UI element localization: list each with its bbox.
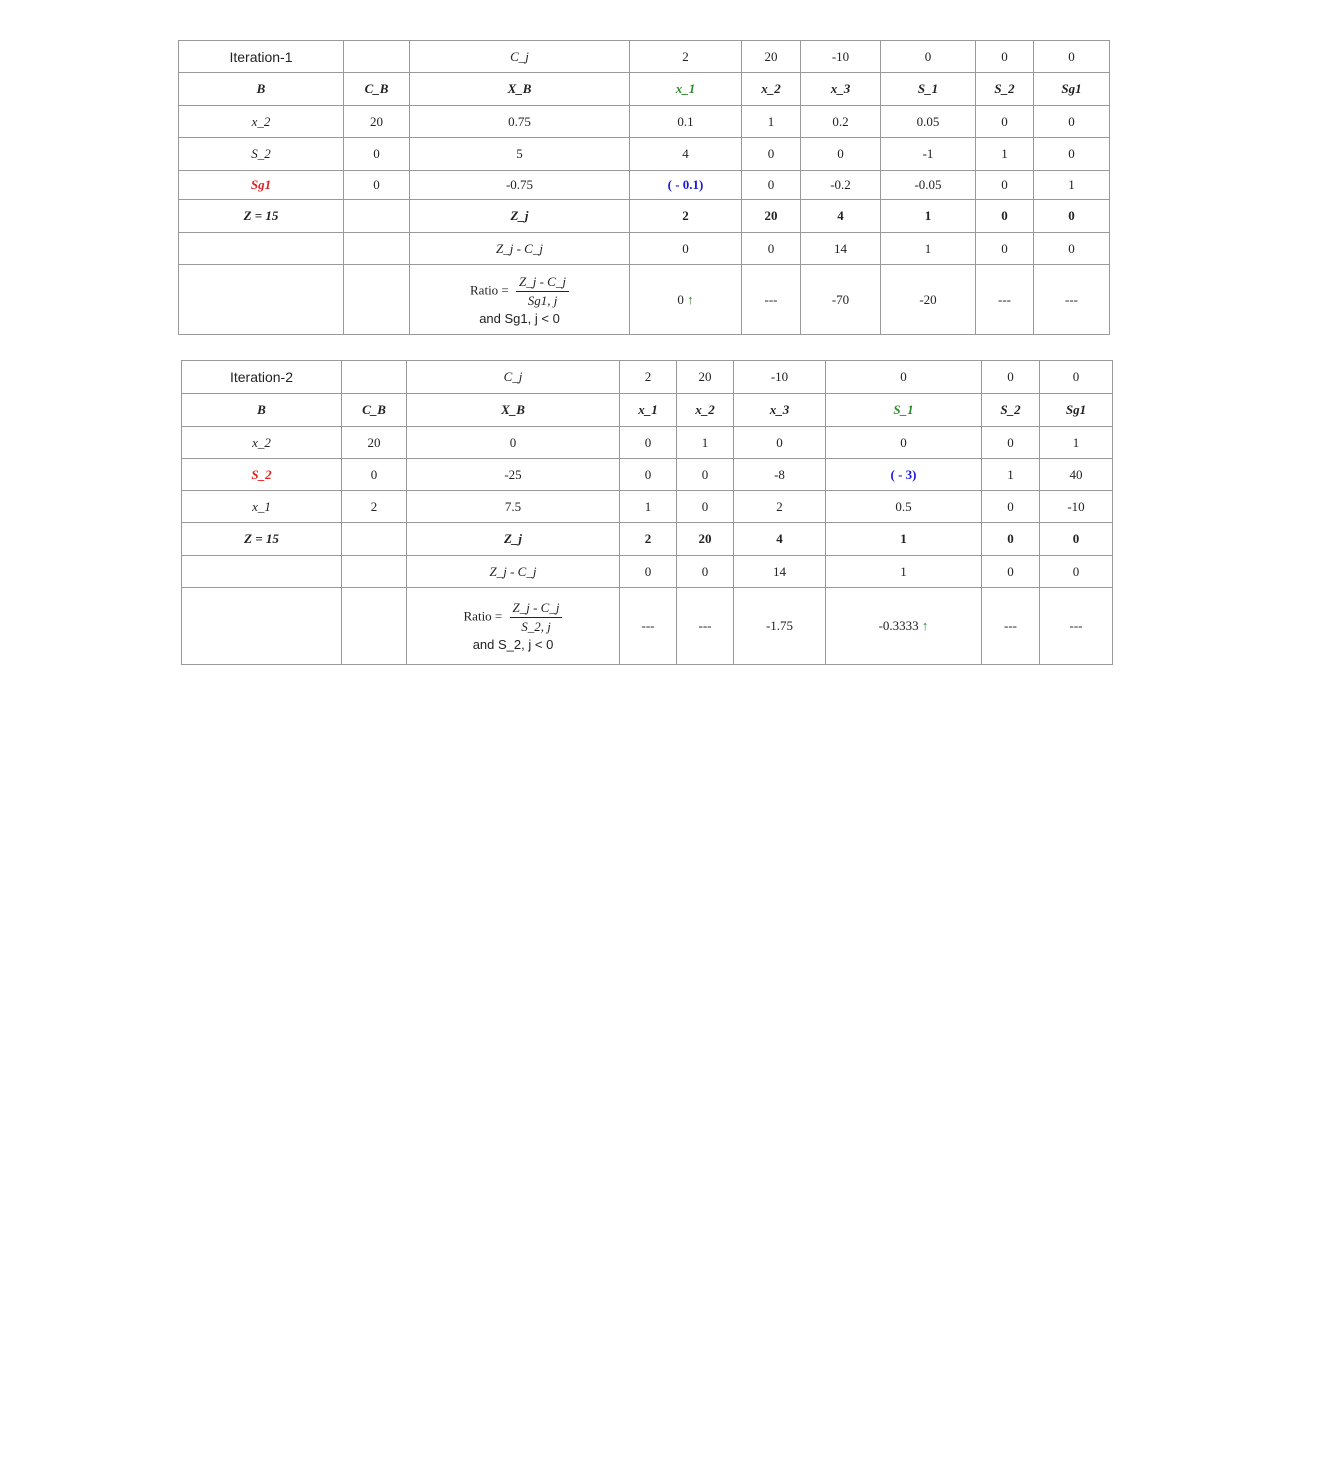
cell: 0 — [742, 138, 801, 171]
cell: 0.05 — [881, 106, 976, 138]
xb-header: X_B — [410, 73, 630, 106]
zj-cj-value: 0 — [1034, 233, 1110, 265]
ratio-value: -20 — [881, 265, 976, 335]
cell: 0 — [742, 171, 801, 200]
cb-header: C_B — [344, 73, 410, 106]
cj-row — [179, 41, 1110, 73]
xb-value: 7.5 — [407, 491, 620, 523]
cj-value: 20 — [742, 41, 801, 73]
cj-value: 2 — [620, 361, 677, 394]
xb-value: 0 — [407, 427, 620, 459]
var-header: x_2 — [742, 73, 801, 106]
zj-cj-label: Z_j - C_j — [407, 556, 620, 588]
cb-value: 0 — [344, 171, 410, 200]
cj-value: 0 — [1040, 361, 1113, 394]
cj-value: 0 — [1034, 41, 1110, 73]
cell: 0 — [826, 427, 982, 459]
zj-cj-value: 14 — [734, 556, 826, 588]
ratio-numerator: Z_j - C_j — [516, 274, 569, 292]
basis-header: B — [179, 73, 344, 106]
ratio-prefix: Ratio = — [470, 281, 509, 297]
pivot-element: ( - 3) — [826, 459, 982, 491]
table-row — [179, 138, 1110, 171]
ratio-numerator: Z_j - C_j — [510, 600, 563, 618]
cell: 0 — [734, 427, 826, 459]
cell: 0.1 — [630, 106, 742, 138]
basis-var: x_2 — [179, 106, 344, 138]
cell: 1 — [976, 138, 1034, 171]
ratio-row — [179, 265, 1110, 335]
cj-value: 0 — [976, 41, 1034, 73]
var-header: Sg1 — [1040, 394, 1113, 427]
cell: 1 — [1034, 171, 1110, 200]
simplex-table-iteration-1 — [178, 40, 1110, 335]
cell: 0 — [677, 491, 734, 523]
pivot-element: ( - 0.1) — [630, 171, 742, 200]
cell: 0 — [801, 138, 881, 171]
ratio-value: --- — [742, 265, 801, 335]
z-value: Z = 15 — [182, 523, 342, 556]
table-row — [182, 427, 1113, 459]
cell: 0 — [982, 491, 1040, 523]
xb-value: 5 — [410, 138, 630, 171]
cell: 0.2 — [801, 106, 881, 138]
cell: -0.2 — [801, 171, 881, 200]
var-header: x_3 — [734, 394, 826, 427]
ratio-row — [182, 588, 1113, 665]
zj-cj-value: 0 — [1040, 556, 1113, 588]
basis-var-leaving: S_2 — [182, 459, 342, 491]
var-header: Sg1 — [1034, 73, 1110, 106]
ratio-value: --- — [620, 588, 677, 665]
cell: 0 — [1034, 106, 1110, 138]
cell: -10 — [1040, 491, 1113, 523]
cell: 4 — [630, 138, 742, 171]
cj-row — [182, 361, 1113, 394]
cb-header: C_B — [342, 394, 407, 427]
xb-value: 0.75 — [410, 106, 630, 138]
cb-value: 0 — [342, 459, 407, 491]
zj-value: 4 — [734, 523, 826, 556]
cell: 0 — [1034, 138, 1110, 171]
cb-value: 20 — [342, 427, 407, 459]
zj-cj-row — [182, 556, 1113, 588]
zj-label: Z_j — [407, 523, 620, 556]
var-header: S_2 — [982, 394, 1040, 427]
ratio-formula — [407, 588, 620, 665]
zj-cj-value: 0 — [630, 233, 742, 265]
cell: 0 — [976, 106, 1034, 138]
cell: -8 — [734, 459, 826, 491]
iteration-title: Iteration-2 — [182, 361, 342, 394]
zj-cj-row — [179, 233, 1110, 265]
zj-value: 1 — [881, 200, 976, 233]
cell: 1 — [982, 459, 1040, 491]
cell: 0 — [620, 459, 677, 491]
cell: 1 — [1040, 427, 1113, 459]
var-header-entering: S_1 — [826, 394, 982, 427]
ratio-value-min — [826, 588, 982, 665]
ratio-value: -0.3333 — [878, 618, 919, 633]
cell: -0.05 — [881, 171, 976, 200]
xb-value: -0.75 — [410, 171, 630, 200]
var-header: x_1 — [620, 394, 677, 427]
zj-cj-value: 0 — [677, 556, 734, 588]
ratio-prefix: Ratio = — [463, 608, 503, 624]
ratio-value: -70 — [801, 265, 881, 335]
var-header-entering: x_1 — [630, 73, 742, 106]
var-header: x_3 — [801, 73, 881, 106]
ratio-condition: and Sg1, j < 0 — [479, 310, 560, 326]
zj-value: 1 — [826, 523, 982, 556]
up-arrow-icon: ↑ — [687, 291, 694, 307]
z-value: Z = 15 — [179, 200, 344, 233]
zj-cj-value: 1 — [826, 556, 982, 588]
zj-value: 0 — [1040, 523, 1113, 556]
cell: 0 — [620, 427, 677, 459]
var-header: S_2 — [976, 73, 1034, 106]
simplex-table-iteration-2 — [181, 360, 1113, 665]
ratio-value: --- — [1040, 588, 1113, 665]
table-row-leaving — [179, 171, 1110, 200]
zj-row — [179, 200, 1110, 233]
basis-var: x_2 — [182, 427, 342, 459]
table-row-leaving — [182, 459, 1113, 491]
cb-value: 0 — [344, 138, 410, 171]
basis-var: S_2 — [179, 138, 344, 171]
zj-value: 0 — [1034, 200, 1110, 233]
cj-label: C_j — [410, 41, 630, 73]
zj-value: 4 — [801, 200, 881, 233]
cell: 0 — [976, 171, 1034, 200]
ratio-value: --- — [982, 588, 1040, 665]
cell: 1 — [742, 106, 801, 138]
header-row — [182, 394, 1113, 427]
cell: 0 — [982, 427, 1040, 459]
zj-value: 20 — [677, 523, 734, 556]
cj-value: 0 — [982, 361, 1040, 394]
zj-value: 0 — [982, 523, 1040, 556]
ratio-value: -1.75 — [734, 588, 826, 665]
cj-label: C_j — [407, 361, 620, 394]
cj-value: 2 — [630, 41, 742, 73]
zj-cj-label: Z_j - C_j — [410, 233, 630, 265]
zj-cj-value: 0 — [620, 556, 677, 588]
cb-value: 2 — [342, 491, 407, 523]
table-row — [179, 106, 1110, 138]
cb-value: 20 — [344, 106, 410, 138]
cj-value: -10 — [801, 41, 881, 73]
zj-value: 0 — [976, 200, 1034, 233]
zj-cj-value: 14 — [801, 233, 881, 265]
ratio-formula — [410, 265, 630, 335]
ratio-condition: and S_2, j < 0 — [472, 637, 554, 652]
iteration-title: Iteration-1 — [179, 41, 344, 73]
zj-cj-value: 0 — [982, 556, 1040, 588]
basis-header: B — [182, 394, 342, 427]
xb-value: -25 — [407, 459, 620, 491]
zj-label: Z_j — [410, 200, 630, 233]
ratio-denominator: S_2, j — [521, 619, 551, 634]
ratio-value: 0 — [677, 291, 684, 307]
zj-value: 2 — [630, 200, 742, 233]
cell: 1 — [620, 491, 677, 523]
ratio-fraction — [516, 274, 569, 309]
cell: 2 — [734, 491, 826, 523]
table-row — [182, 491, 1113, 523]
zj-cj-value: 1 — [881, 233, 976, 265]
basis-var: x_1 — [182, 491, 342, 523]
zj-cj-value: 0 — [742, 233, 801, 265]
cell: 0.5 — [826, 491, 982, 523]
ratio-value-min — [630, 265, 742, 335]
ratio-value: --- — [677, 588, 734, 665]
ratio-value: --- — [976, 265, 1034, 335]
zj-value: 2 — [620, 523, 677, 556]
var-header: x_2 — [677, 394, 734, 427]
cell: 0 — [677, 459, 734, 491]
ratio-value: --- — [1034, 265, 1110, 335]
cj-value: 0 — [881, 41, 976, 73]
cj-value: 0 — [826, 361, 982, 394]
ratio-fraction — [510, 600, 563, 635]
zj-row — [182, 523, 1113, 556]
up-arrow-icon: ↑ — [921, 618, 929, 633]
header-row — [179, 73, 1110, 106]
zj-cj-value: 0 — [976, 233, 1034, 265]
cell: 1 — [677, 427, 734, 459]
cj-value: -10 — [734, 361, 826, 394]
var-header: S_1 — [881, 73, 976, 106]
basis-var-leaving: Sg1 — [179, 171, 344, 200]
xb-header: X_B — [407, 394, 620, 427]
cell: -1 — [881, 138, 976, 171]
cj-value: 20 — [677, 361, 734, 394]
ratio-denominator: Sg1, j — [527, 292, 558, 308]
cell: 40 — [1040, 459, 1113, 491]
zj-value: 20 — [742, 200, 801, 233]
